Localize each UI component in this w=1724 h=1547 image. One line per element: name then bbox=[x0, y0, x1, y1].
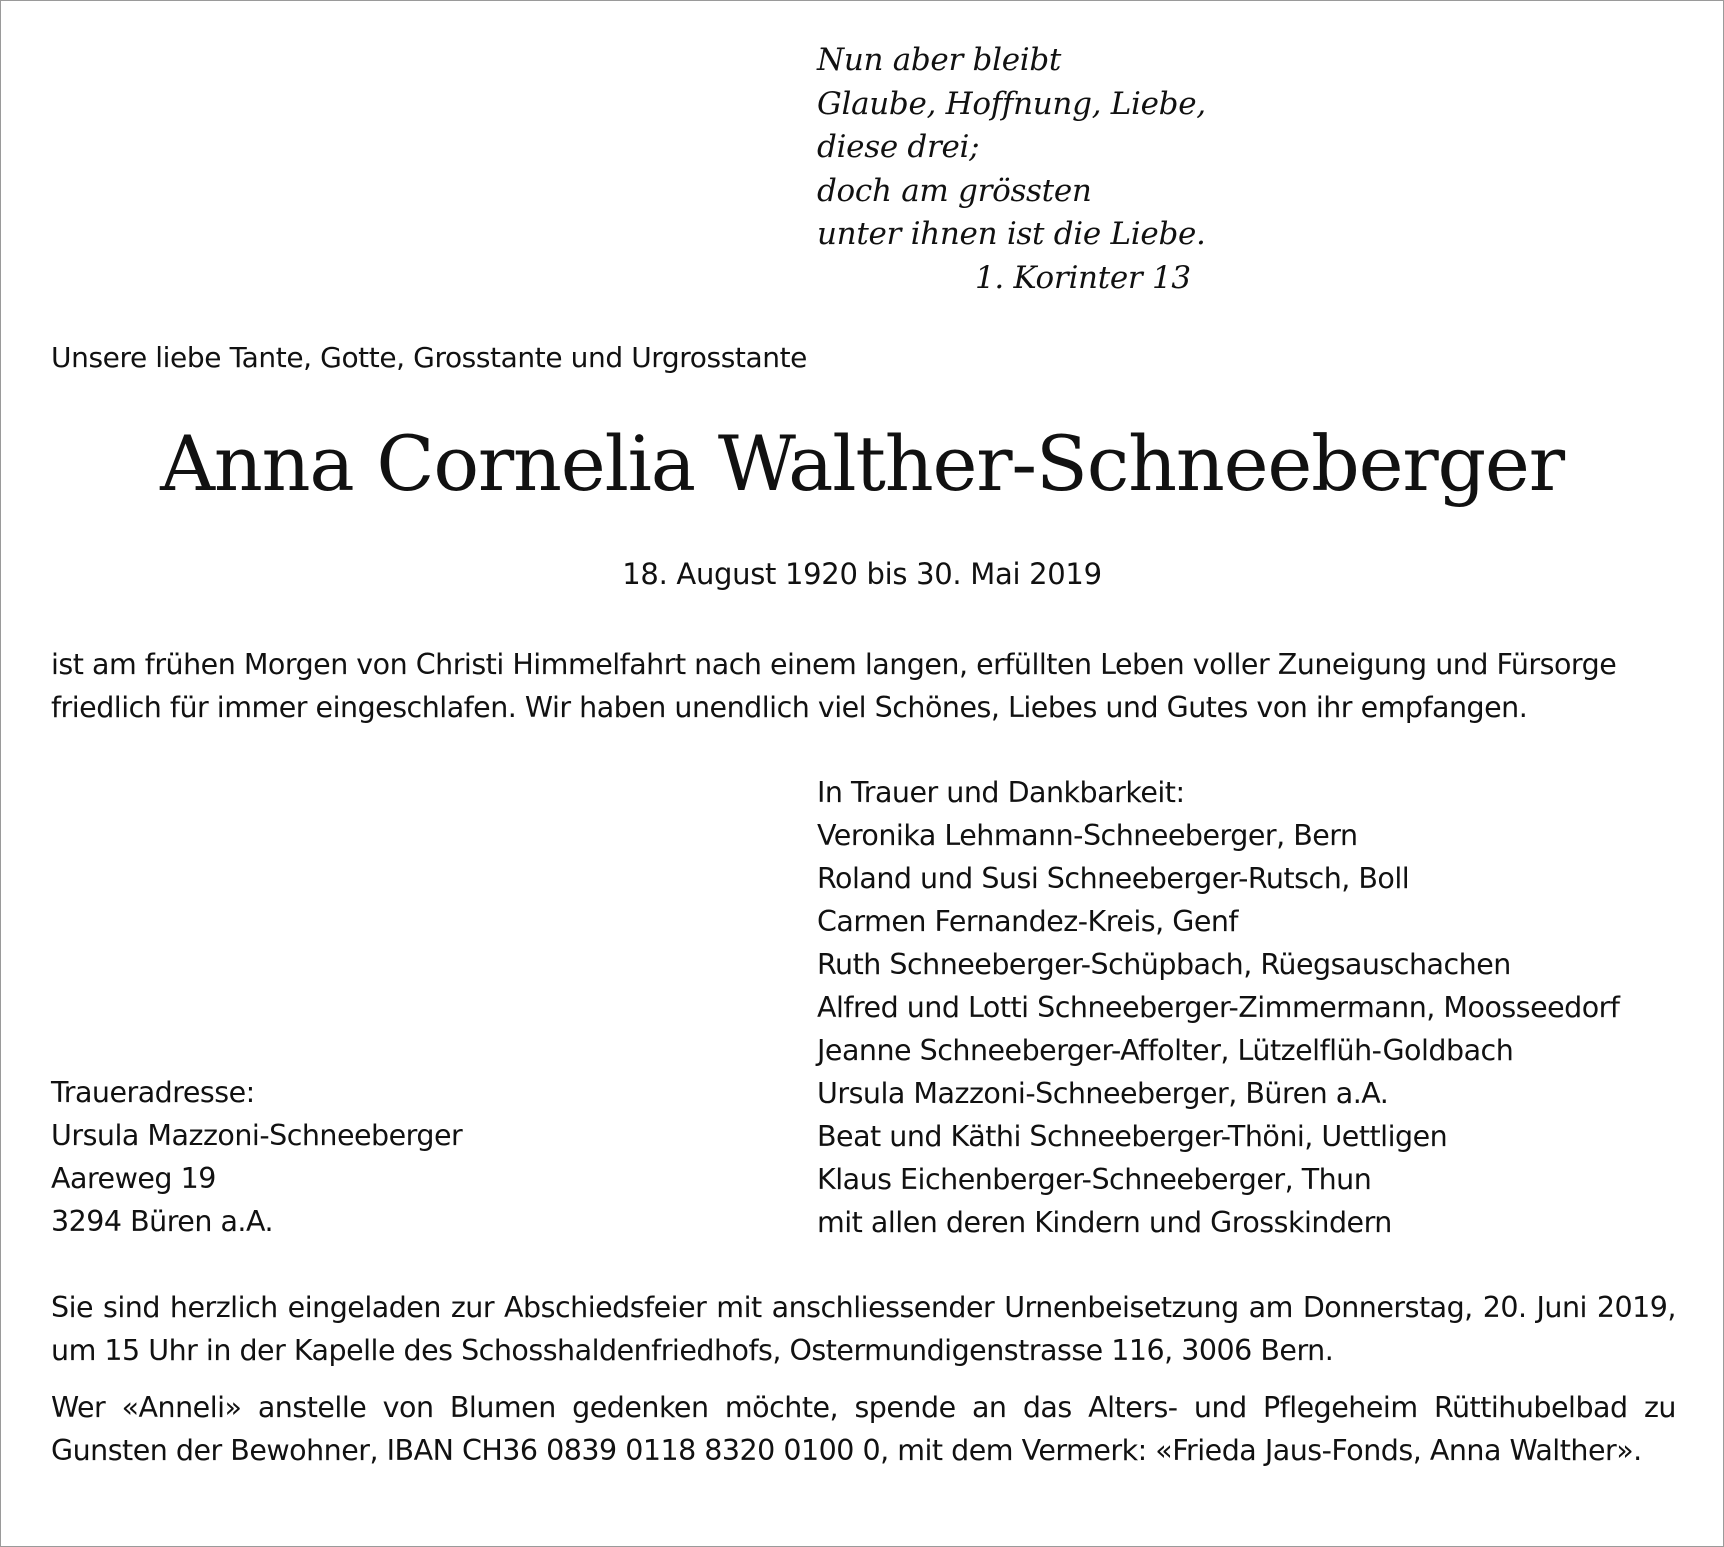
mourner-entry: Ruth Schneeberger-Schüpbach, Rüegsauschachen bbox=[817, 948, 1511, 981]
address-line: Ursula Mazzoni-Schneeberger bbox=[51, 1119, 463, 1152]
mourner-entry: Jeanne Schneeberger-Affolter, Lützelflüh-Goldbach bbox=[817, 1034, 1514, 1067]
address-line: 3294 Büren a.A. bbox=[51, 1205, 274, 1238]
verse-reference: 1. Korinter 13 bbox=[975, 259, 1191, 296]
ceremony-invitation: Sie sind herzlich eingeladen zur Abschiedsfeier mit anschliessender Urnenbeisetzung am Donnerstag, 20. Juni 2019, um 15 Uhr in der Kapelle des Schosshaldenfriedhofs, Ostermundigenstrasse 116, 3006 Bern. bbox=[51, 1291, 1676, 1367]
announcement-line: friedlich für immer eingeschlafen. Wir haben unendlich viel Schönes, Liebes und Gutes von ihr empfangen. bbox=[51, 691, 1528, 724]
mourner-entry: Ursula Mazzoni-Schneeberger, Büren a.A. bbox=[817, 1077, 1389, 1110]
mourner-entry: Veronika Lehmann-Schneeberger, Bern bbox=[817, 819, 1358, 852]
mourner-entry: Alfred und Lotti Schneeberger-Zimmermann, Moosseedorf bbox=[817, 991, 1620, 1024]
verse-line: diese drei; bbox=[817, 129, 980, 165]
mourning-address bbox=[51, 1071, 462, 1243]
mourner-entry: Carmen Fernandez-Kreis, Genf bbox=[817, 905, 1238, 938]
deceased-name: Anna Cornelia Walther-Schneeberger bbox=[160, 419, 1564, 508]
address-line: Aareweg 19 bbox=[51, 1162, 216, 1195]
mourner-entry: Beat und Käthi Schneeberger-Thöni, Uettligen bbox=[817, 1120, 1448, 1153]
donation-note: Wer «Anneli» anstelle von Blumen gedenken möchte, spende an das Alters- und Pflegeheim Rüttihubelbad zu Gunsten der Bewohner, IBAN CH36 0839 0118 8320 0100 0, mit dem Vermerk: «Frieda Jaus-Fonds, Anna Walther». bbox=[51, 1391, 1676, 1467]
verse-line: Glaube, Hoffnung, Liebe, bbox=[817, 85, 1206, 122]
mourners-heading: In Trauer und Dankbarkeit: bbox=[817, 776, 1185, 809]
mourner-entry: Roland und Susi Schneeberger-Rutsch, Boll bbox=[817, 862, 1410, 895]
announcement-line: ist am frühen Morgen von Christi Himmelfahrt nach einem langen, erfüllten Leben voller Zuneigung und Fürsorge bbox=[51, 648, 1617, 681]
mourner-entry: mit allen deren Kindern und Grosskindern bbox=[817, 1206, 1392, 1239]
mourner-entry: Klaus Eichenberger-Schneeberger, Thun bbox=[817, 1163, 1372, 1196]
verse-line: Nun aber bleibt bbox=[817, 42, 1062, 78]
bible-verse bbox=[817, 39, 1206, 300]
address-heading: Traueradresse: bbox=[51, 1076, 255, 1109]
mourners-list bbox=[817, 771, 1619, 1244]
life-dates: 18. August 1920 bis 30. Mai 2019 bbox=[622, 557, 1102, 591]
verse-line: unter ihnen ist die Liebe. bbox=[817, 216, 1206, 252]
announcement-text bbox=[51, 643, 1676, 729]
verse-line: doch am grössten bbox=[817, 172, 1092, 209]
intro-text: Unsere liebe Tante, Gotte, Grosstante und Urgrosstante bbox=[51, 341, 807, 374]
